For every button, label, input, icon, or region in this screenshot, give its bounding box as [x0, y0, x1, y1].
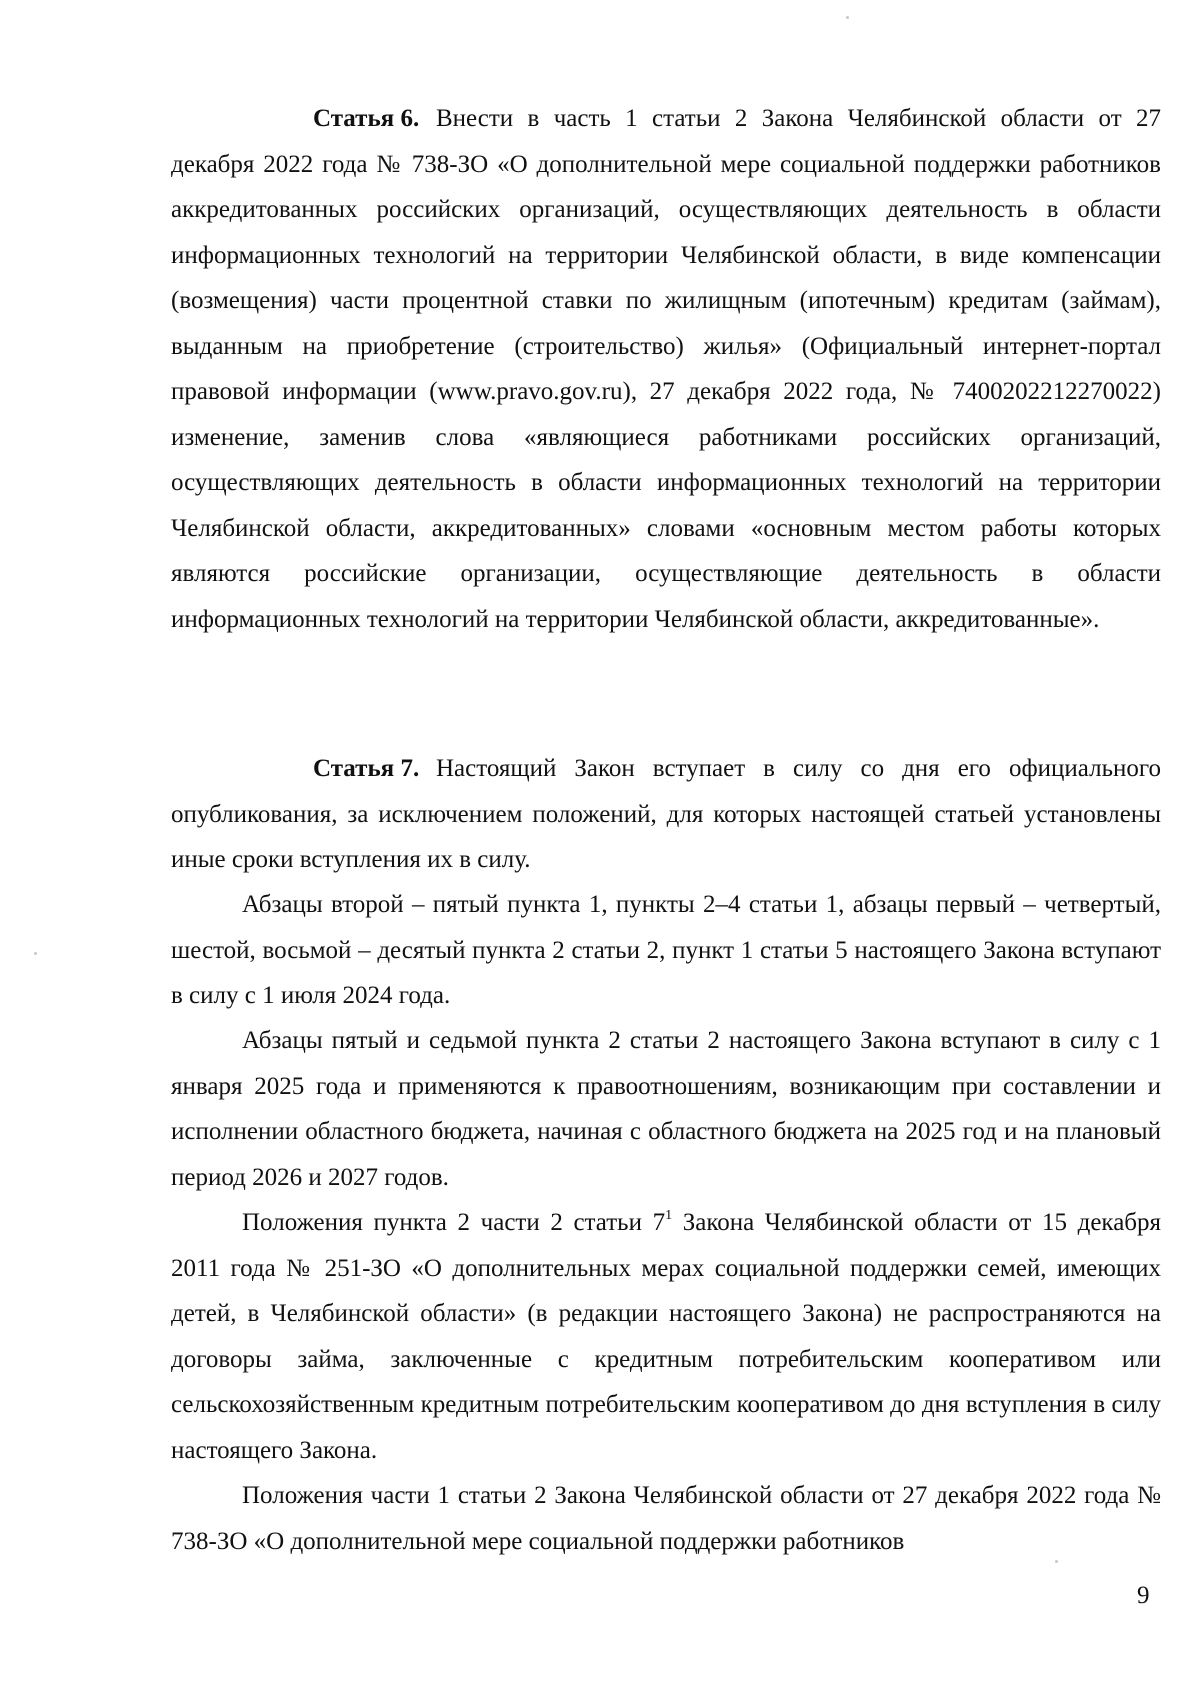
- article-7-body: Настоящий Закон вступает в силу со дня его официального опубликования, за исключением положений, для которых настоящей статьей установлены иные сроки вступления их в силу.: [171, 755, 1161, 873]
- article-6-body: Внести в часть 1 статьи 2 Закона Челябинской области от 27 декабря 2022 года № 738-ЗО «О дополнительной мере социальной поддержки работников аккредитованных российских организаций, осуществляющих деятельность в области информационных технологий на территории Челябинской области, в виде компенсации (возмещения) части процентной ставки по жилищным (ипотечным) кредитам (займам), выданным на приобретение (строительство) жилья» (Официальный интернет-портал правовой информации (www.pravo.gov.ru), 27 декабря 2022 года, № 7400202212270022) изменение, заменив слова «являющиеся работниками российских организаций, осуществляющих деятельность в области информационных технологий на территории Челябинской области, аккредитованных» словами «основным местом работы которых являются российские организации, осуществляющие деятельность в области информационных технологий на территории Челябинской области, аккредитованные».: [171, 105, 1161, 633]
- page-number: 9: [1137, 1582, 1150, 1609]
- scan-speck: [1055, 1560, 1058, 1563]
- article-7-paragraph-4: [171, 1200, 1161, 1473]
- article-number-superscript: 1: [665, 1207, 673, 1223]
- paragraph-4-text-start: Положения пункта 2 части 2 статьи 7: [242, 1209, 666, 1236]
- article-7-heading: Статья 7.: [313, 755, 420, 782]
- article-6-paragraph: [171, 96, 1161, 642]
- article-7-paragraph-2: Абзацы второй – пятый пункта 1, пункты 2–4 статьи 1, абзацы первый – четвертый, шестой, восьмой – десятый пункта 2 статьи 2, пункт 1 статьи 5 настоящего Закона вступают в силу с 1 июля 2024 года.: [171, 891, 1161, 1009]
- article-6-heading: Статья 6.: [313, 105, 420, 132]
- paragraph-4-text-end: Закона Челябинской области от 15 декабря 2011 года № 251-ЗО «О дополнительных мерах социальной поддержки семей, имеющих детей, в Челябинской области» (в редакции настоящего Закона) не распространяются на договоры займа, заключенные с кредитным потребительским кооперативом или сельскохозяйственным кредитным потребительским кооперативом до дня вступления в силу настоящего Закона.: [171, 1209, 1162, 1464]
- scan-speck: [846, 16, 849, 19]
- article-7-paragraph-3: Абзацы пятый и седьмой пункта 2 статьи 2 настоящего Закона вступают в силу с 1 января 2025 года и применяются к правоотношениям, возникающим при составлении и исполнении областного бюджета, начиная с областного бюджета на 2025 год и на плановый период 2026 и 2027 годов.: [171, 1027, 1161, 1191]
- article-7-paragraph: [171, 746, 1161, 883]
- article-7-paragraph-5: Положения части 1 статьи 2 Закона Челябинской области от 27 декабря 2022 года № 738-ЗО «О дополнительной мере социальной поддержки работников: [171, 1482, 1161, 1555]
- scan-speck: [34, 952, 37, 955]
